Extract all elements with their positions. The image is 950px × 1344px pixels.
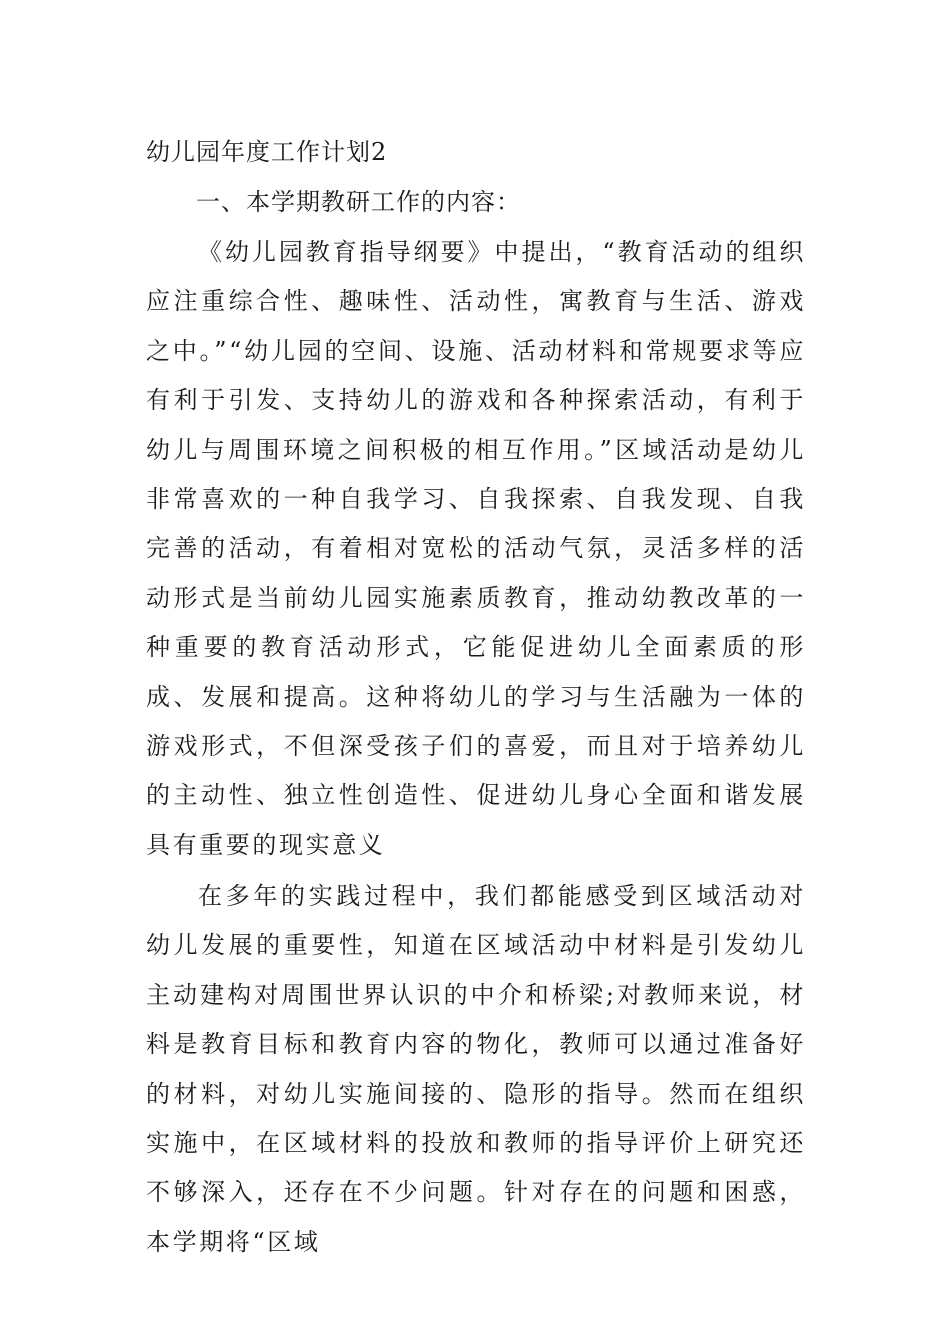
paragraph-1: 《幼儿园教育指导纲要》中提出，“教育活动的组织应注重综合性、趣味性、活动性，寓教育与生活、游戏之中。”“幼儿园的空间、设施、活动材料和常规要求等应有利于引发、支持幼儿的游戏和各种探索活动，有利于幼儿与周围环境之间积极的相互作用。”区域活动是幼儿非常喜欢的一种自我学习、自我探索、自我发现、自我完善的活动，有着相对宽松的活动气氛，灵活多样的活动形式是当前幼儿园实施素质教育，推动幼教改革的一种重要的教育活动形式，它能促进幼儿全面素质的形成、发展和提高。这种将幼儿的学习与生活融为一体的游戏形式，不但深受孩子们的喜爱，而且对于培养幼儿的主动性、独立性创造性、促进幼儿身心全面和谐发展具有重要的现实意义 <box>146 238 806 859</box>
document-title: 幼儿园年度工作计划2 <box>146 138 388 166</box>
section-heading: 一、本学期教研工作的内容： <box>196 188 521 216</box>
paragraph-2: 在多年的实践过程中，我们都能感受到区域活动对幼儿发展的重要性，知道在区域活动中材料是引发幼儿主动建构对周围世界认识的中介和桥梁;对教师来说，材料是教育目标和教育内容的物化，教师可以通过准备好的材料，对幼儿实施间接的、隐形的指导。然而在组织实施中，在区域材料的投放和教师的指导评价上研究还不够深入，还存在不少问题。针对存在的问题和困惑，本学期将“区域 <box>146 882 806 1256</box>
